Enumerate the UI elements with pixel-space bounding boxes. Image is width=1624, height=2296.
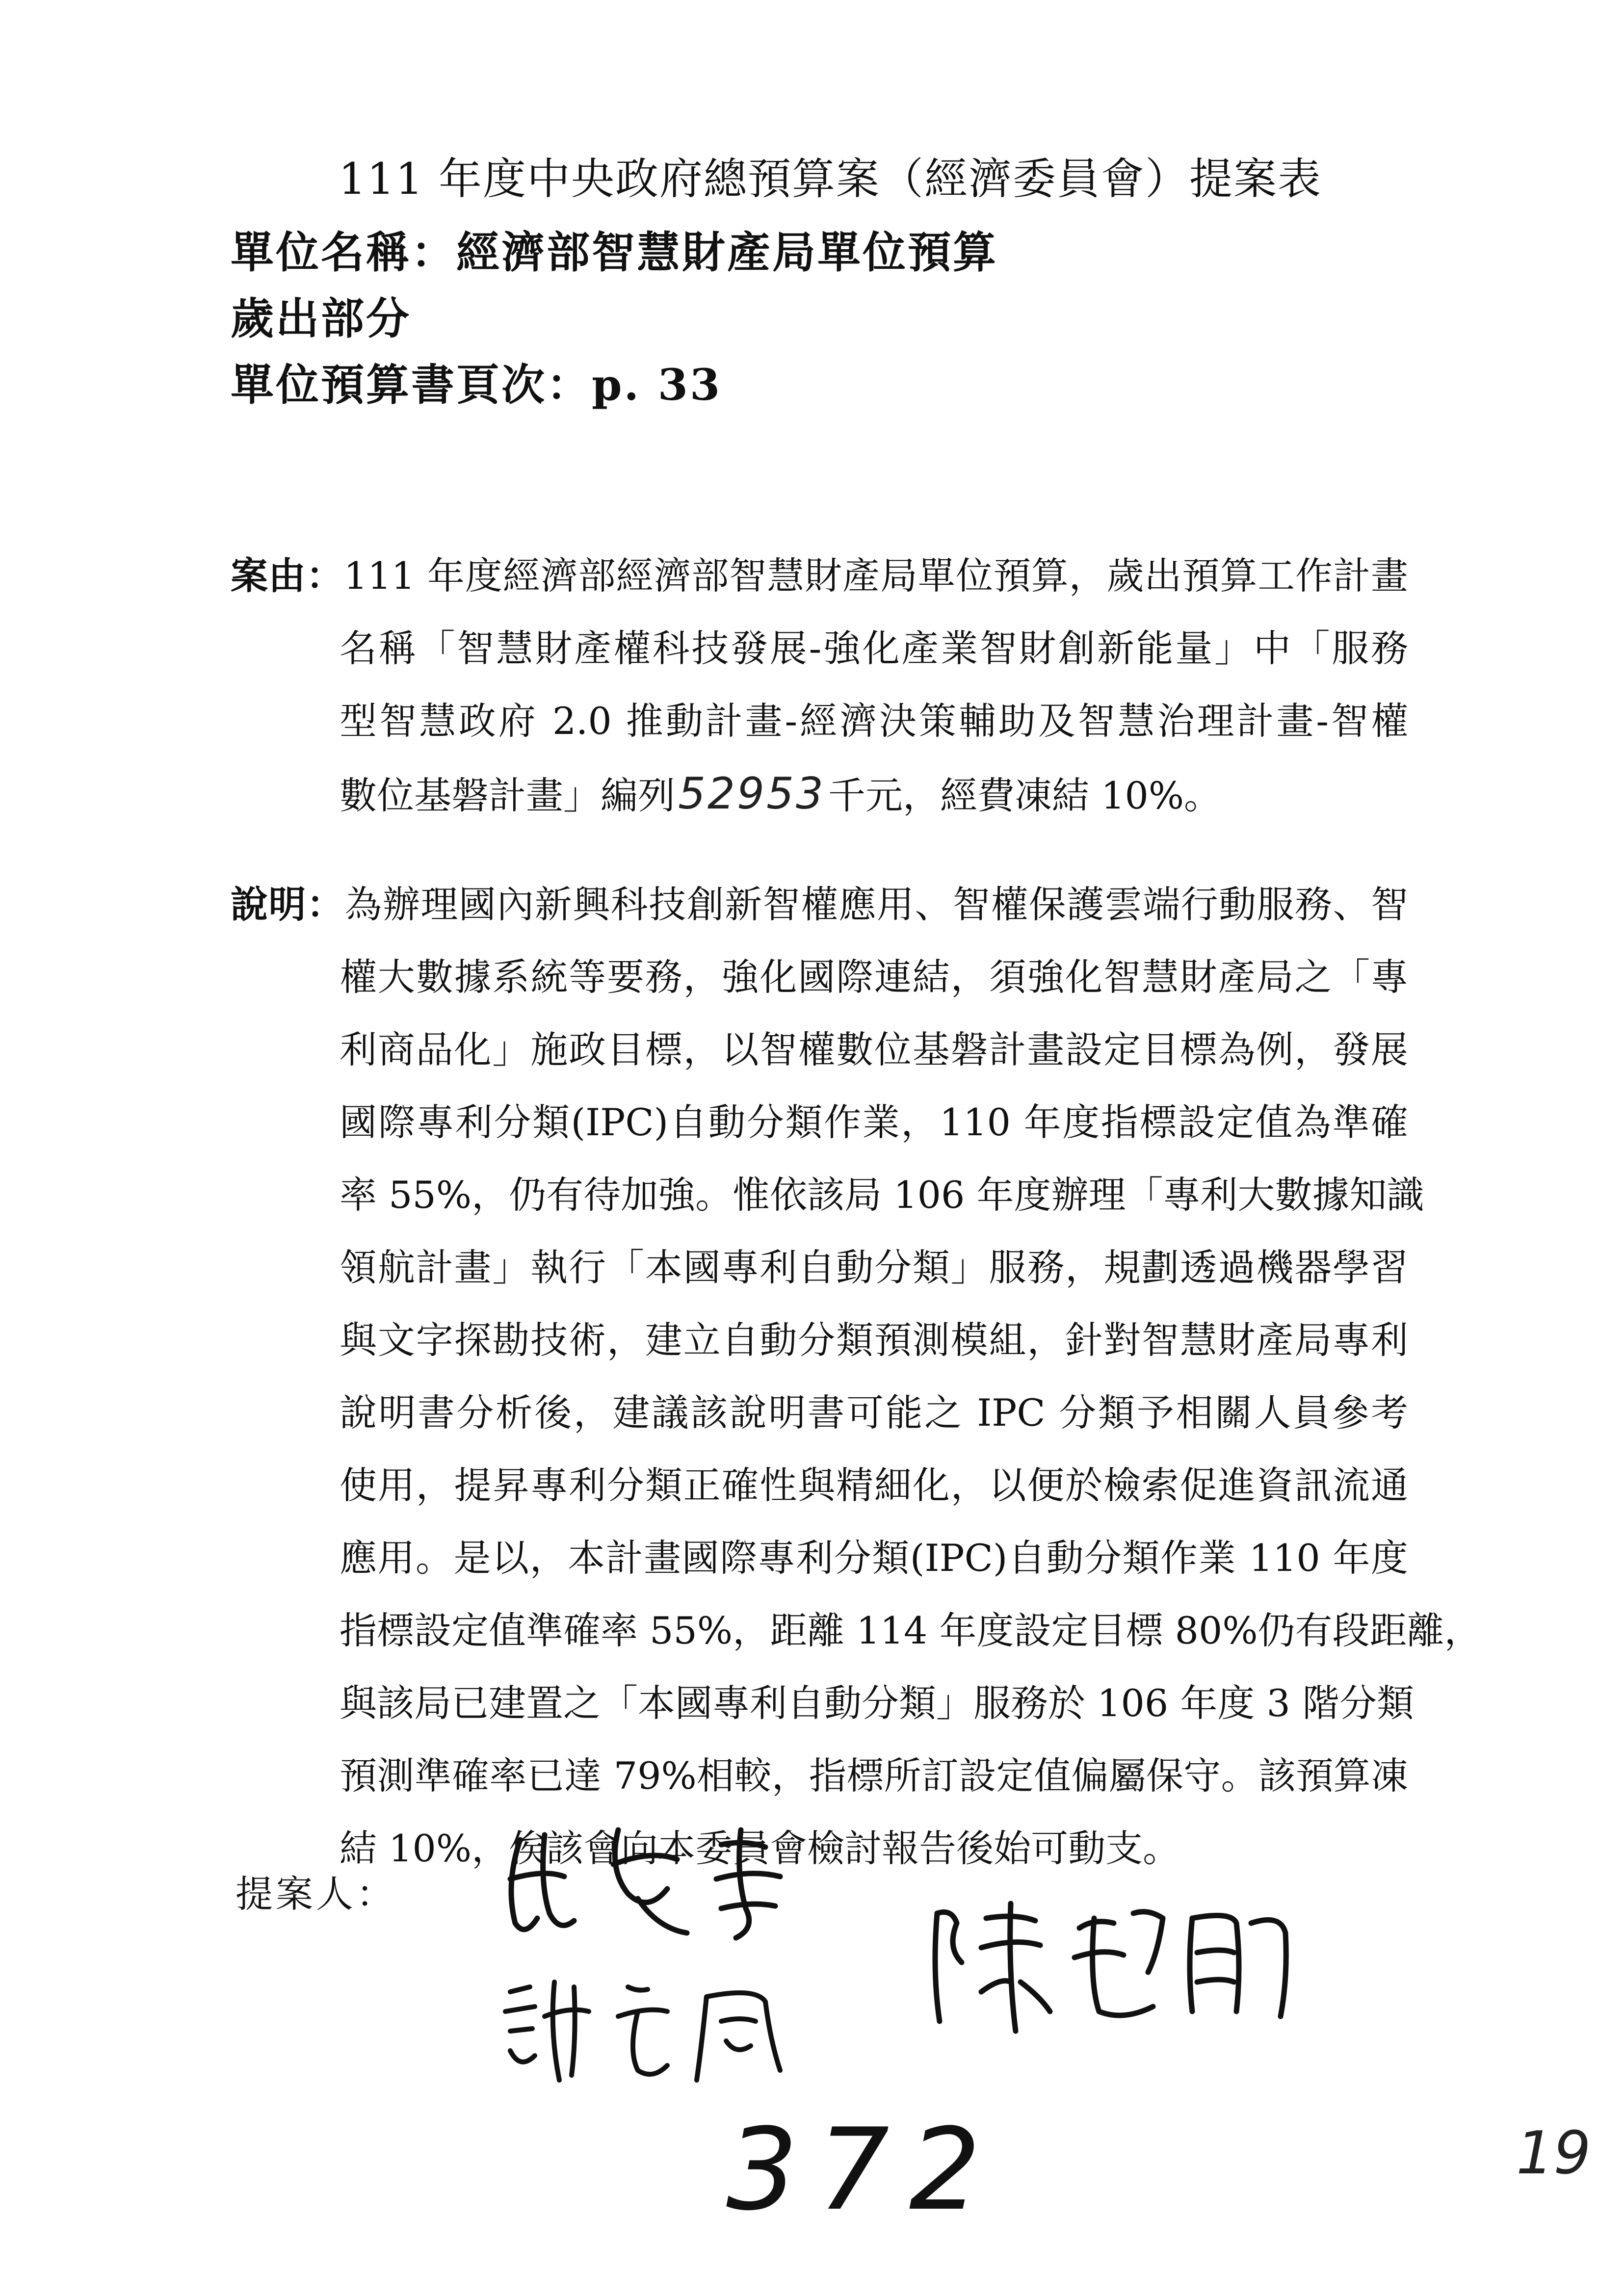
handwritten-amount: 52953	[678, 768, 825, 819]
reason-paragraph	[231, 540, 1408, 830]
explanation-line: 國際專利分類(IPC)自動分類作業，110 年度指標設定值為準確	[340, 1100, 1408, 1144]
reason-label: 案由：	[231, 554, 344, 598]
explanation-line: 利商品化」施政目標，以智權數位基磐計畫設定目標為例，發展	[340, 1028, 1408, 1071]
explanation-line: 結 10%，俟該會向本委員會檢討報告後始可動支。	[340, 1826, 1180, 1870]
explanation-label: 說明：	[231, 883, 345, 926]
explanation-line: 指標設定值準確率 55%，距離 114 年度設定目標 80%仍有段距離，	[340, 1609, 1482, 1652]
explanation-line: 與該局已建置之「本國專利自動分類」服務於 106 年度 3 階分類	[340, 1681, 1414, 1725]
signature-1	[491, 1810, 883, 1957]
document-title: 111 年度中央政府總預算案（經濟委員會）提案表	[339, 154, 1322, 204]
budget-page-reference: 單位預算書頁次：p. 33	[231, 359, 722, 410]
signature-2	[491, 1957, 883, 2105]
reason-line: 型智慧政府 2.0 推動計畫-經濟決策輔助及智慧治理計畫-智權	[340, 699, 1408, 743]
explanation-line: 預測準確率已達 79%相較，指標所訂設定值偏屬保守。該預算凍	[340, 1754, 1408, 1798]
explanation-paragraph	[231, 868, 1482, 1885]
unit-name: 單位名稱：經濟部智慧財產局單位預算	[231, 227, 998, 278]
signature-3	[917, 1884, 1300, 2041]
section-label: 歲出部分	[231, 293, 412, 344]
reason-line: 數位基磐計畫」編列52953千元，經費凍結 10%。	[340, 768, 1222, 819]
proposer-label: 提案人：	[236, 1872, 396, 1916]
explanation-line: 領航計畫」執行「本國專利自動分類」服務，規劃透過機器學習	[340, 1246, 1408, 1289]
explanation-line: 說明：為辦理國內新興科技創新智權應用、智權保護雲端行動服務、智	[231, 883, 1409, 926]
explanation-line: 說明書分析後，建議該說明書可能之 IPC 分類予相關人員參考	[340, 1391, 1408, 1435]
explanation-line: 率 55%，仍有待加強。惟依該局 106 年度辦理「專利大數據知識	[340, 1173, 1424, 1217]
corner-number: 19	[1516, 2119, 1591, 2188]
explanation-line: 使用，提昇專利分類正確性與精細化，以便於檢索促進資訊流通	[340, 1463, 1408, 1507]
reason-line: 名稱「智慧財產權科技發展-強化產業智財創新能量」中「服務	[340, 626, 1408, 670]
reason-line: 案由：111 年度經濟部經濟部智慧財產局單位預算，歲出預算工作計畫	[231, 554, 1409, 598]
explanation-line: 應用。是以，本計畫國際專利分類(IPC)自動分類作業 110 年度	[340, 1536, 1408, 1580]
explanation-line: 權大數據系統等要務，強化國際連結，須強化智慧財產局之「專	[340, 955, 1408, 999]
explanation-line: 與文字探勘技術，建立自動分類預測模組，針對智慧財產局專利	[340, 1318, 1408, 1362]
handwritten-page-number: 372	[726, 2105, 1000, 2236]
